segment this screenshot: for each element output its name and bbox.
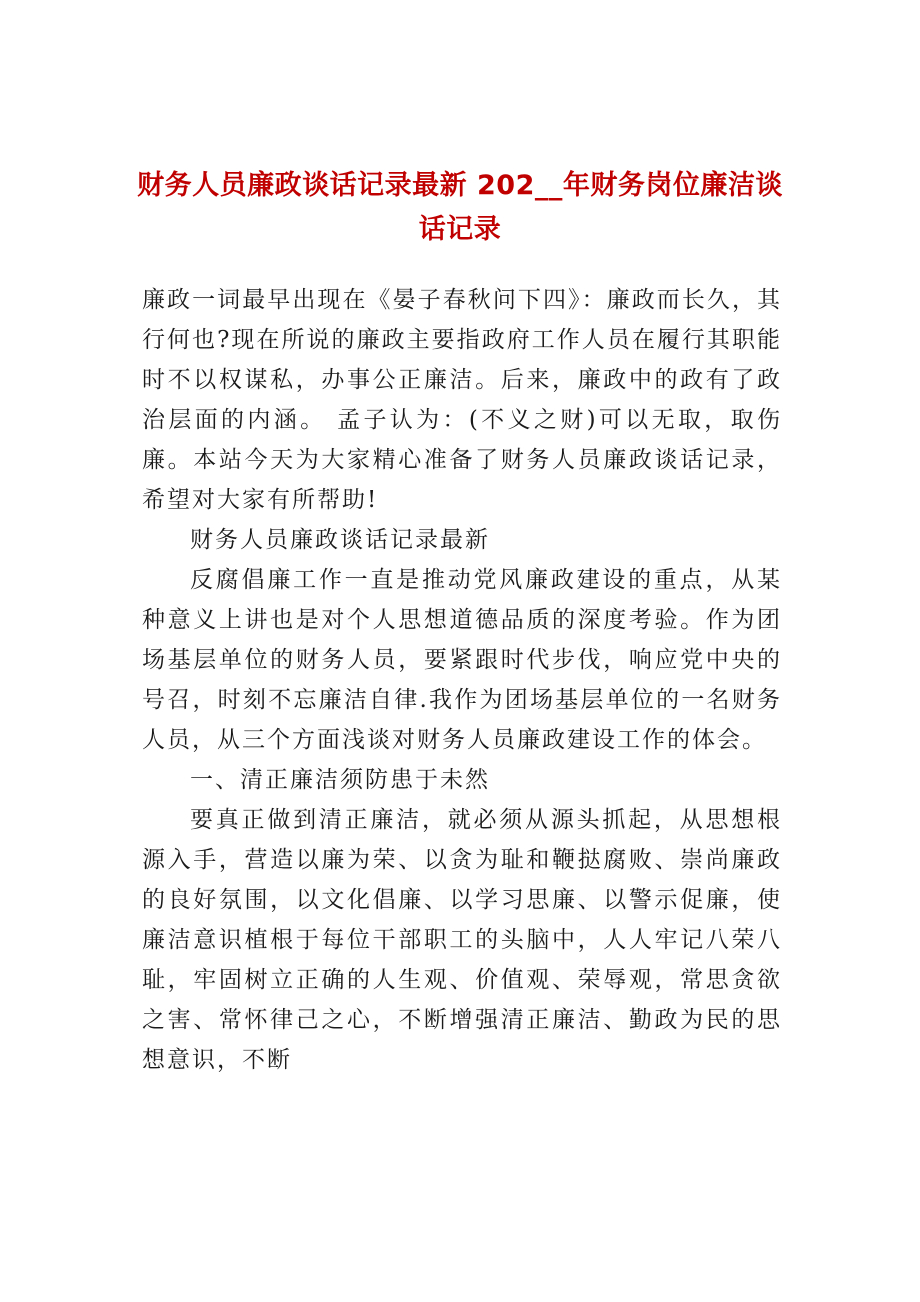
document-title: 财务人员廉政谈话记录最新 202__年财务岗位廉洁谈话记录 [137,170,783,245]
body-paragraph: 要真正做到清正廉洁，就必须从源头抓起，从思想根源入手，营造以廉为荣、以贪为耻和鞭挞腐败、崇尚廉政的良好氛围，以文化倡廉、以学习思廉、以警示促廉，使廉洁意识植根于每位干部职工的头脑中，人人牢记八荣八耻，牢固树立正确的人生观、价值观、荣辱观，常思贪欲之害、常怀律己之心，不断增强清正廉洁、勤政为民的思想意识，不断 [142,807,782,1073]
intro-paragraph: 廉政一词最早出现在《晏子春秋问下四》：廉政而长久，其行何也?现在所说的廉政主要指政府工作人员在履行其职能时不以权谋私，办事公正廉洁。后来，廉政中的政有了政治层面的内涵。 孟子认为：(不义之财)可以无取，取伤廉。本站今天为大家精心准备了财务人员廉政谈话记录，希望对大家有所帮助! [142,287,782,513]
document-body [142,280,782,1080]
body-paragraph: 反腐倡廉工作一直是推动党风廉政建设的重点，从某种意义上讲也是对个人思想道德品质的深度考验。作为团场基层单位的财务人员，要紧跟时代步伐，响应党中央的号召，时刻不忘廉洁自律.我作为团场基层单位的一名财务人员，从三个方面浅谈对财务人员廉政建设工作的体会。 [142,567,782,753]
section-heading: 一、清正廉洁须防患于未然 [190,767,490,793]
section-heading: 财务人员廉政谈话记录最新 [190,527,490,553]
